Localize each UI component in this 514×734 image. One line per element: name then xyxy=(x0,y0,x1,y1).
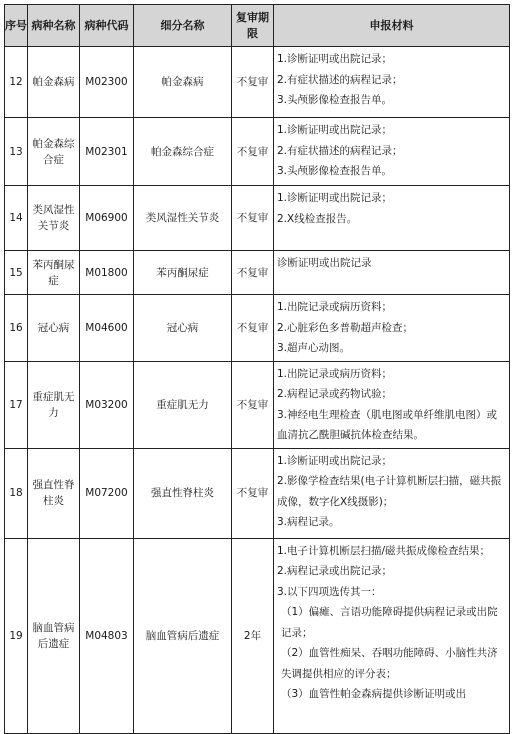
material-line: 诊断证明或出院记录 xyxy=(277,257,372,269)
cell-sub: 帕金森病 xyxy=(134,47,232,118)
cell-code: M06900 xyxy=(80,186,134,251)
header-review: 复审期限 xyxy=(232,5,274,47)
material-line: 3.超声心动图。 xyxy=(277,342,351,354)
cell-code: M07200 xyxy=(80,448,134,538)
cell-review: 不复审 xyxy=(232,47,274,118)
cell-review: 不复审 xyxy=(232,251,274,295)
cell-no: 17 xyxy=(5,361,28,448)
cell-name: 苯丙酮尿症 xyxy=(28,251,80,295)
material-line: 3.头颅影像检查报告单。 xyxy=(277,165,393,177)
cell-materials xyxy=(274,538,510,733)
cell-code: M02301 xyxy=(80,118,134,186)
material-line: 2.有症状描述的病程记录； xyxy=(277,73,403,86)
material-line: 2.有症状描述的病程记录； xyxy=(277,144,403,157)
cell-name: 帕金森综合症 xyxy=(28,118,80,186)
cell-sub: 类风湿性关节炎 xyxy=(134,186,232,251)
table-row xyxy=(5,47,510,118)
header-name: 病种名称 xyxy=(28,5,80,47)
cell-review: 不复审 xyxy=(232,448,274,538)
table-row xyxy=(5,448,510,538)
table-row xyxy=(5,295,510,362)
material-line: 2.心脏彩色多普勒超声检查； xyxy=(277,321,414,334)
material-line: 2.病程记录或出院记录； xyxy=(277,565,393,577)
table-row xyxy=(5,118,510,186)
cell-code: M04600 xyxy=(80,295,134,362)
material-line: 1.诊断证明或出院记录； xyxy=(277,124,393,136)
header-sub: 细分名称 xyxy=(134,5,232,47)
cell-code: M04803 xyxy=(80,538,134,733)
cell-materials xyxy=(274,295,510,362)
cell-name: 帕金森病 xyxy=(28,47,80,118)
material-line: 3.头颅影像检查报告单。 xyxy=(277,94,393,106)
header-row xyxy=(5,5,510,47)
cell-name: 强直性脊柱炎 xyxy=(28,448,80,538)
cell-name: 类风湿性关节炎 xyxy=(28,186,80,251)
material-line: （1）偏瘫、言语功能障碍提供病程记录或出院记录； xyxy=(281,606,498,639)
material-line: 1.诊断证明或出院记录； xyxy=(277,454,393,467)
header-code: 病种代码 xyxy=(80,5,134,47)
cell-code: M03200 xyxy=(80,361,134,448)
cell-sub: 苯丙酮尿症 xyxy=(134,251,232,295)
cell-no: 12 xyxy=(5,47,28,118)
header-materials: 申报材料 xyxy=(274,5,510,47)
cell-review: 不复审 xyxy=(232,118,274,186)
material-line: 3.以下四项选传其一： xyxy=(277,585,382,598)
cell-no: 16 xyxy=(5,295,28,362)
cell-name: 重症肌无力 xyxy=(28,361,80,448)
cell-no: 14 xyxy=(5,186,28,251)
cell-code: M02300 xyxy=(80,47,134,118)
material-line: 1.诊断证明或出院记录； xyxy=(277,192,393,204)
cell-sub: 脑血管病后遗症 xyxy=(134,538,232,733)
cell-materials xyxy=(274,361,510,448)
material-line: 1.诊断证明或出院记录； xyxy=(277,53,393,65)
material-line: 2.X线检查报告。 xyxy=(277,212,358,225)
cell-name: 冠心病 xyxy=(28,295,80,362)
material-line: 3.病程记录。 xyxy=(277,516,340,528)
cell-sub: 强直性脊柱炎 xyxy=(134,448,232,538)
cell-materials xyxy=(274,47,510,118)
header-no: 序号 xyxy=(5,5,28,47)
cell-sub: 重症肌无力 xyxy=(134,361,232,448)
cell-review: 2年 xyxy=(232,538,274,733)
cell-no: 15 xyxy=(5,251,28,295)
material-line: 2.病程记录或药物试验； xyxy=(277,388,393,400)
cell-review: 不复审 xyxy=(232,295,274,362)
cell-review: 不复审 xyxy=(232,186,274,251)
cell-sub: 冠心病 xyxy=(134,295,232,362)
cell-materials xyxy=(274,448,510,538)
cell-name: 脑血管病后遗症 xyxy=(28,538,80,733)
table-row xyxy=(5,538,510,733)
material-line: 2.影像学检查结果(电子计算机断层扫描，磁共振成像，数字化X线摄影)； xyxy=(277,475,502,508)
material-line: 1.出院记录或病历资料； xyxy=(277,301,393,313)
material-line: （2）血管性痴呆、吞咽功能障碍、小脑性共济失调提供相应的评分表； xyxy=(281,647,498,680)
cell-no: 18 xyxy=(5,448,28,538)
cell-sub: 帕金森综合症 xyxy=(134,118,232,186)
material-line: （3）血管性帕金森病提供诊断证明或出 xyxy=(281,688,467,700)
cell-materials xyxy=(274,118,510,186)
table-row xyxy=(5,251,510,295)
material-line: 1.电子计算机断层扫描/磁共振成像检查结果； xyxy=(277,544,491,557)
material-line: 3.神经电生理检查（肌电图或单纤维肌电图）或血清抗乙酰胆碱抗体检查结果。 xyxy=(277,408,498,441)
table-row xyxy=(5,361,510,448)
cell-no: 13 xyxy=(5,118,28,186)
table-row xyxy=(5,186,510,251)
cell-materials xyxy=(274,251,510,295)
cell-no: 19 xyxy=(5,538,28,733)
disease-materials-table xyxy=(4,4,510,734)
table-body xyxy=(5,47,510,734)
material-line: 1.出院记录或病历资料； xyxy=(277,367,393,380)
cell-review: 不复审 xyxy=(232,361,274,448)
cell-code: M01800 xyxy=(80,251,134,295)
cell-materials xyxy=(274,186,510,251)
